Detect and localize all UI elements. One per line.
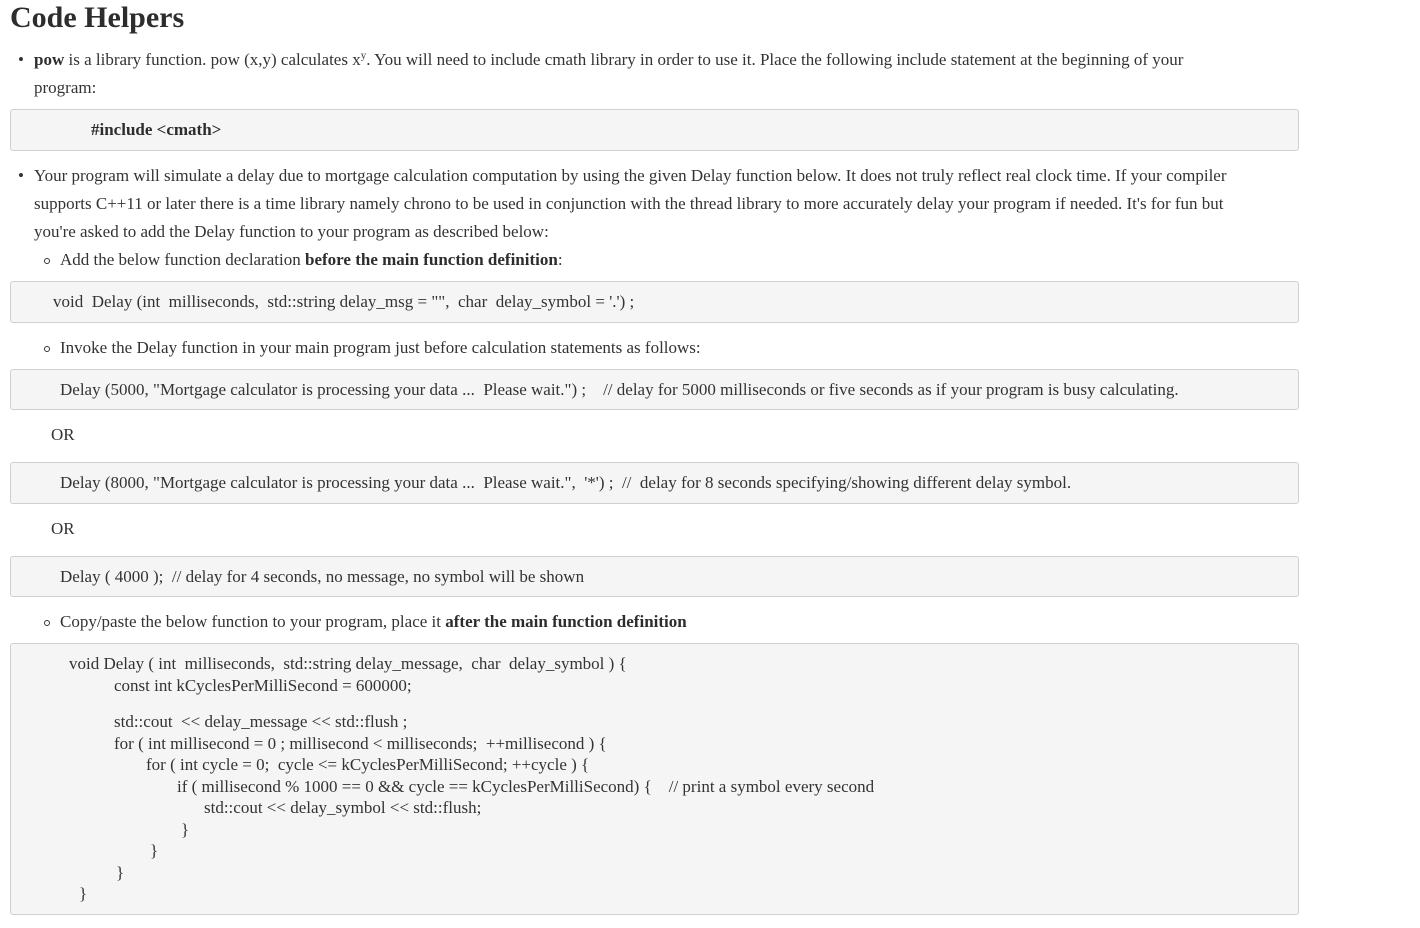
code-line: for ( int millisecond = 0 ; millisecond < milliseconds; ++millisecond ) { [114,734,607,753]
call-code-block-1 [10,369,1299,410]
sub-item-invoke-text: Invoke the Delay function in your main program just before calculation statements as follows: [60,338,701,357]
pow-text-line2: program: [34,78,97,97]
code-line: void Delay ( int milliseconds, std::string delay_message, char delay_symbol ) { [69,654,627,673]
call-code-block-3 [10,556,1299,597]
circle-bullet-icon [44,620,50,626]
pow-text-a: is a library function. pow (x,y) calculates x [64,50,361,69]
code-line: const int kCyclesPerMilliSecond = 600000; [114,676,412,695]
sub-item-copy-text [60,610,687,634]
page-title: Code Helpers [10,1,185,34]
delay-text-line2: supports C++11 or later there is a time library namely chrono to be used in conjunction with the thread library to more accurately delay your program if needed. It's for fun but [34,194,1224,213]
call-code-block-2 [10,462,1299,504]
sub1-text-a: Add the below function declaration [60,250,306,269]
function-code-block [10,643,1299,915]
sub-item-declaration-text [60,248,563,272]
code-line: } [181,820,190,839]
include-code-block [10,109,1299,151]
sub1-text-c: : [557,250,563,269]
code-line: } [79,884,88,903]
declaration-code-block [10,281,1299,323]
circle-bullet-icon [44,258,50,264]
code-line: std::cout << delay_message << std::flush ; [114,712,408,731]
bullet-delay-text [34,162,1227,246]
code-line: } [116,863,125,882]
or-separator-1: OR [51,425,75,444]
include-code: #include <cmath> [91,120,222,139]
code-line: if ( millisecond % 1000 == 0 && cycle == kCyclesPerMilliSecond) { // print a symbol every second [177,777,875,796]
bullet-dot: • [18,166,24,185]
sub3-text-bold: after the main function definition [445,612,687,631]
call-code-3: Delay ( 4000 ); // delay for 4 seconds, no message, no symbol will be shown [60,567,585,586]
bullet-pow-text [34,46,1183,102]
bullet-dot: • [18,50,24,69]
code-line: std::cout << delay_symbol << std::flush; [204,798,482,817]
declaration-code: void Delay (int milliseconds, std::string delay_msg = "", char delay_symbol = '.') ; [53,292,635,311]
sub3-text-a: Copy/paste the below function to your program, place it [60,612,446,631]
code-line: for ( int cycle = 0; cycle <= kCyclesPerMilliSecond; ++cycle ) { [146,755,590,774]
circle-bullet-icon [44,346,50,352]
pow-superscript: y [360,49,367,62]
call-code-2: Delay (8000, "Mortgage calculator is processing your data ... Please wait.", '*') ; // delay for 8 seconds specifying/showing different delay symbol. [60,473,1072,492]
or-separator-2: OR [51,519,75,538]
pow-text-b: . You will need to include cmath library in order to use it. Place the following include statement at the beginning of your [366,50,1184,69]
call-code-1: Delay (5000, "Mortgage calculator is processing your data ... Please wait.") ; // delay for 5000 milliseconds or five seconds as if your program is busy calculating. [60,380,1179,399]
delay-text-line1: Your program will simulate a delay due to mortgage calculation computation by using the given Delay function below. It does not truly reflect real clock time. If your compiler [34,166,1227,185]
sub1-text-bold: before the main function definition [305,250,558,269]
code-line: } [150,841,159,860]
pow-keyword: pow [34,50,65,69]
delay-text-line3: you're asked to add the Delay function to your program as described below: [34,222,549,241]
